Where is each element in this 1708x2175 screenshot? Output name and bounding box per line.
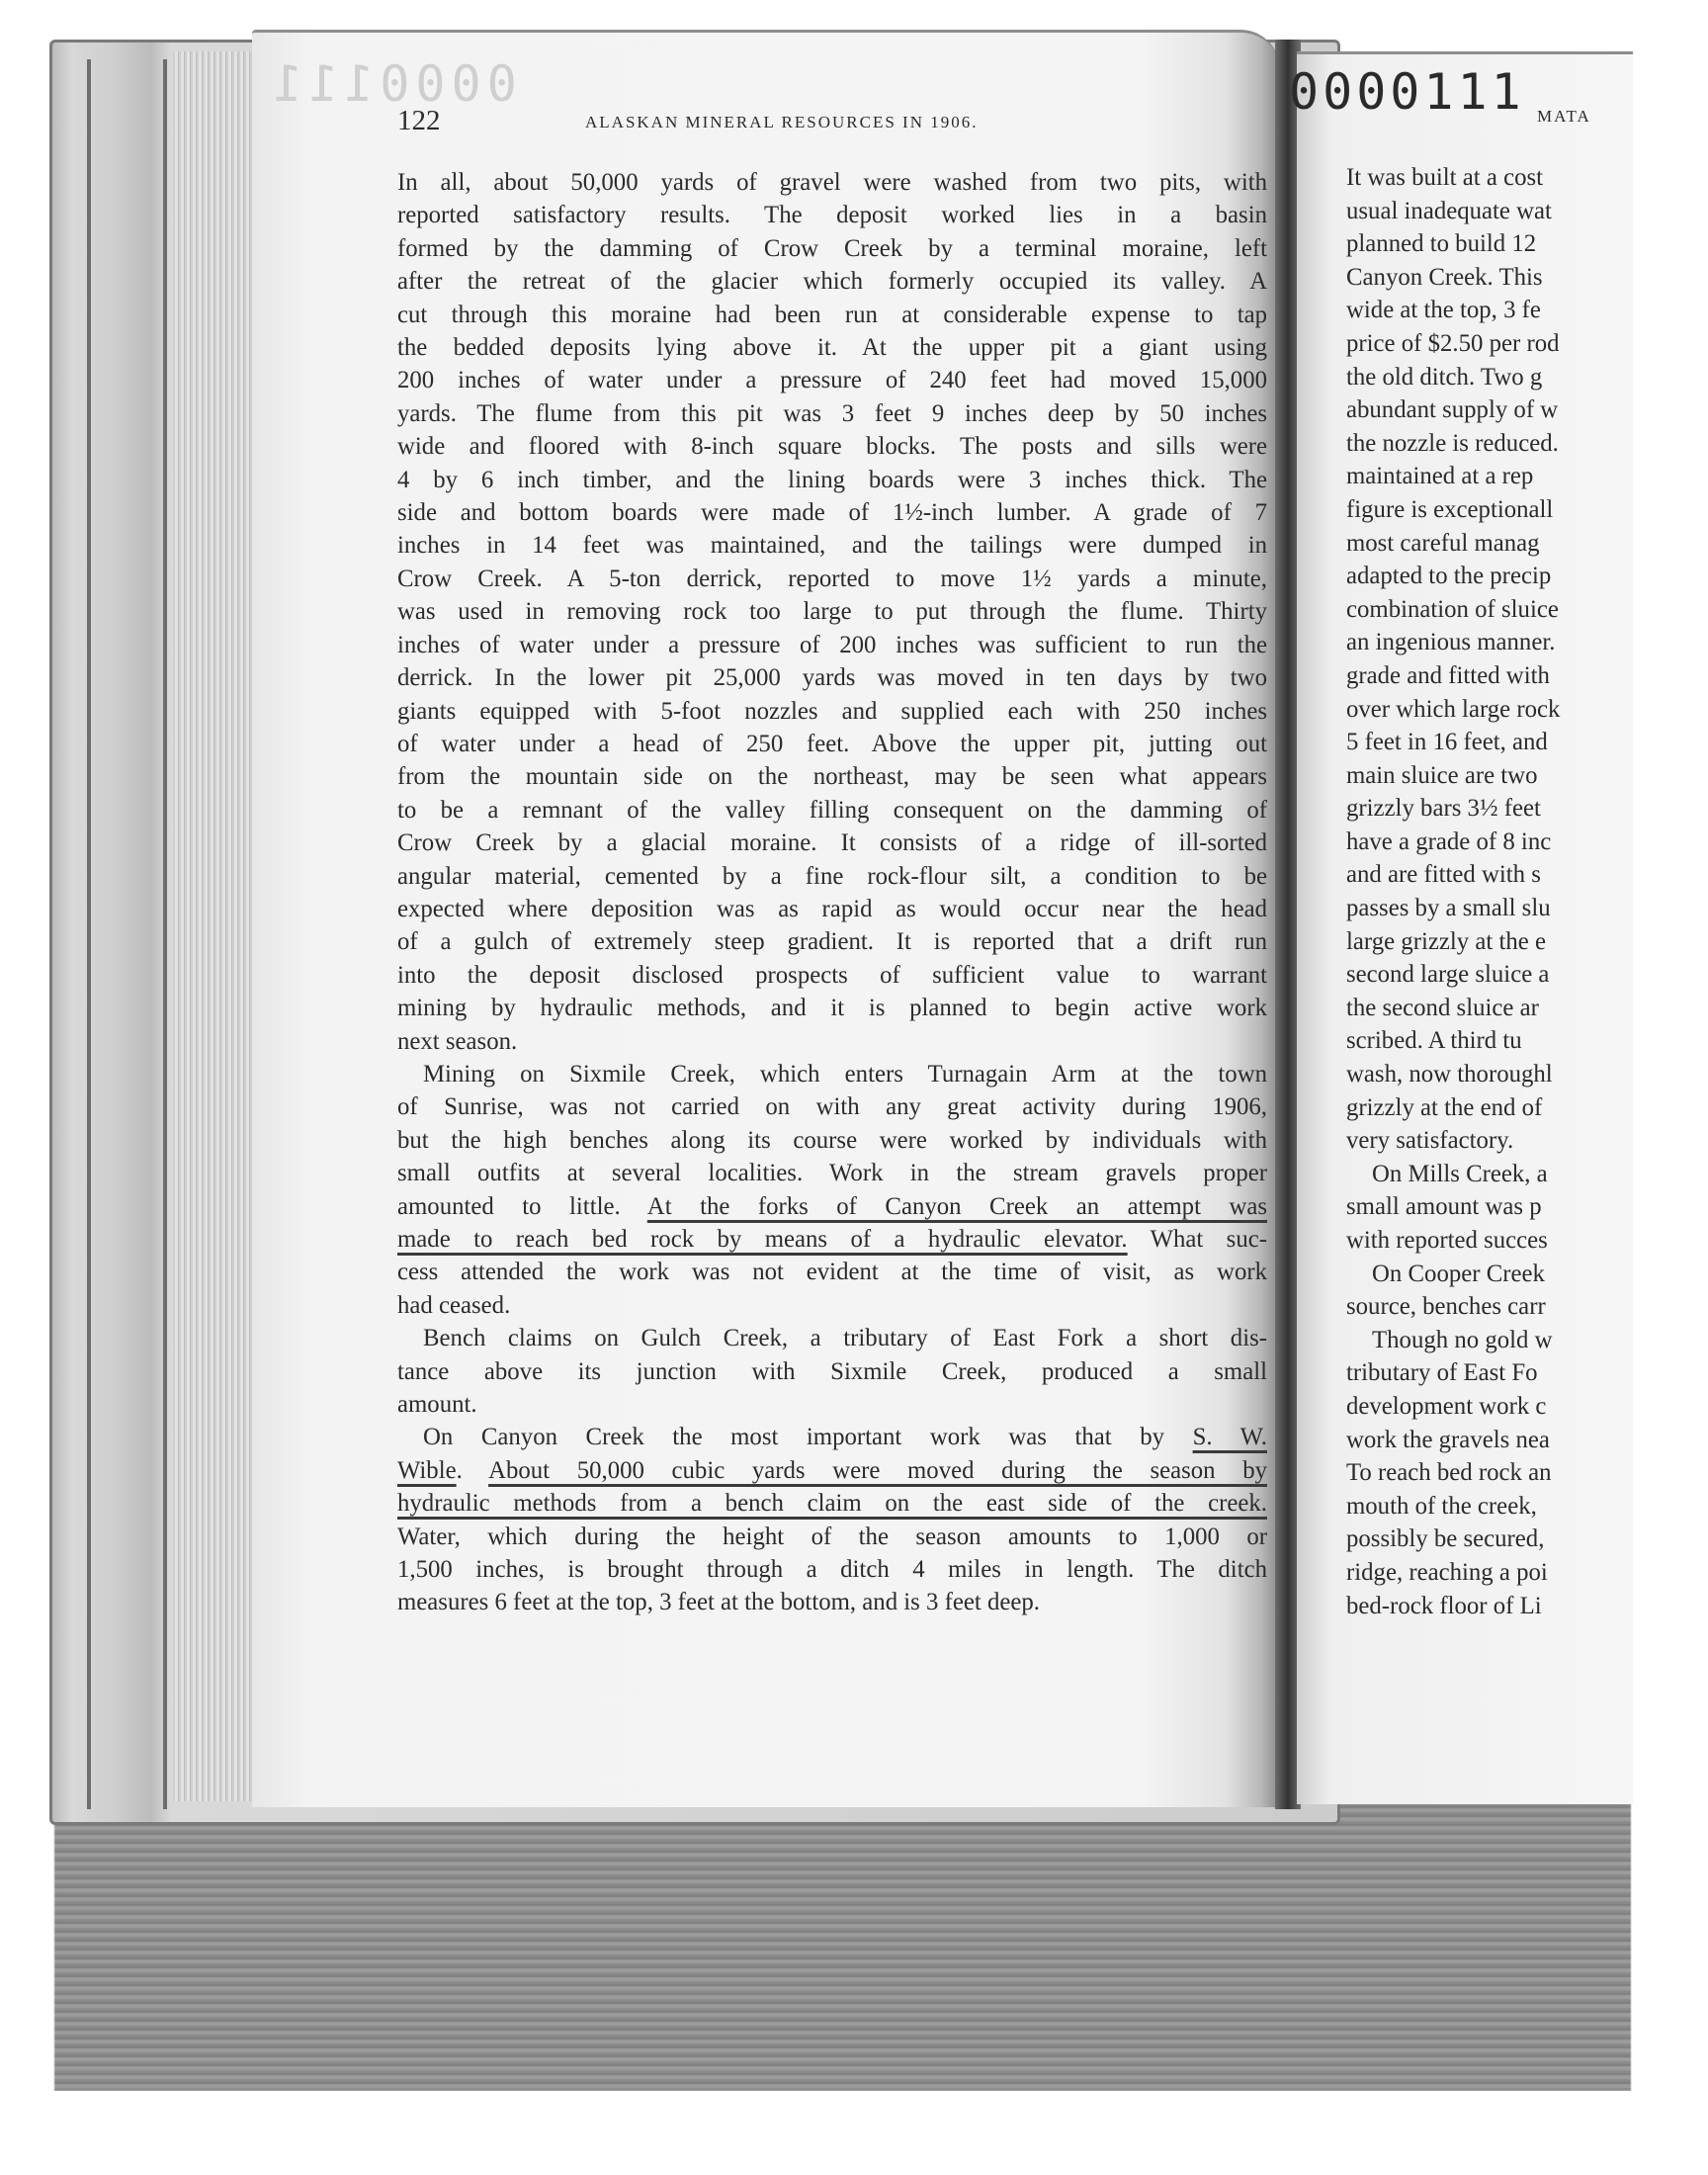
- text-line: inches in 14 feet was maintained, and the tailings were dumped in: [397, 532, 1267, 560]
- paragraph: [397, 1322, 1267, 1421]
- text-line: On Canyon Creek the most important work was that by S. W.: [423, 1424, 1267, 1451]
- text-line: giants equipped with 5-foot nozzles and supplied each with 250 inches: [397, 697, 1267, 725]
- text-line: source, benches carr: [1346, 1293, 1546, 1321]
- text-line: and are fitted with s: [1346, 861, 1541, 889]
- scan-margin-bottom: [0, 2091, 1708, 2175]
- text-line: have a grade of 8 inc: [1346, 827, 1552, 855]
- text-line: 4 by 6 inch timber, and the lining boards were 3 inches thick. The: [397, 466, 1267, 493]
- text-line: mining by hydraulic methods, and it is planned to begin active work: [397, 995, 1267, 1022]
- text-line: usual inadequate wat: [1346, 197, 1552, 224]
- binding-line: [87, 59, 91, 1809]
- text-line: cess attended the work was not evident at the time of visit, as work: [397, 1259, 1267, 1286]
- text-line: grade and fitted with: [1346, 661, 1550, 689]
- text-line: price of $2.50 per rod: [1346, 329, 1560, 357]
- text-line: Canyon Creek. This: [1346, 263, 1543, 291]
- text-line: angular material, cemented by a fine rock-flour silt, a condition to be: [397, 862, 1267, 890]
- table-surface: [54, 1780, 1631, 2091]
- text-line: maintained at a rep: [1346, 463, 1534, 490]
- text-line: second large sluice a: [1346, 961, 1550, 989]
- text-line: but the high benches along its course were worked by individuals with: [397, 1126, 1267, 1154]
- text-line: Crow Creek. A 5-ton derrick, reported to move 1½ yards a minute,: [397, 565, 1267, 592]
- text-line: side and bottom boards were made of 1½-inch lumber. A grade of 7: [397, 499, 1267, 527]
- text-line: grizzly at the end of: [1346, 1093, 1543, 1121]
- text-line: Wible. About 50,000 cubic yards were moved during the season by: [397, 1456, 1267, 1484]
- text-line: the bedded deposits lying above it. At the upper pit a giant using: [397, 334, 1267, 362]
- text-line: abundant supply of w: [1346, 396, 1559, 424]
- page-edges: [173, 51, 257, 1801]
- text-line: into the deposit disclosed prospects of sufficient value to warrant: [397, 961, 1267, 989]
- left-page-body: [397, 166, 1267, 1619]
- text-line: On Mills Creek, a: [1372, 1160, 1548, 1187]
- text-line: adapted to the precip: [1346, 563, 1552, 590]
- text-line: of Sunrise, was not carried on with any great activity during 1906,: [397, 1093, 1267, 1121]
- text-line: tance above its junction with Sixmile Creek, produced a small: [397, 1357, 1267, 1385]
- text-line: 200 inches of water under a pressure of 240 feet had moved 15,000: [397, 367, 1267, 394]
- text-line: reported satisfactory results. The deposit worked lies in a basin: [397, 202, 1267, 229]
- text-line: formed by the damming of Crow Creek by a terminal moraine, left: [397, 234, 1267, 262]
- text-line: after the retreat of the glacier which formerly occupied its valley. A: [397, 268, 1267, 296]
- text-line: It was built at a cost: [1346, 164, 1544, 191]
- text-line: 1,500 inches, is brought through a ditch 4 miles in length. The ditch: [397, 1556, 1267, 1584]
- text-line: amounted to little. At the forks of Canyon Creek an attempt was: [397, 1192, 1268, 1220]
- text-line: hydraulic methods from a bench claim on the east side of the creek.: [397, 1490, 1267, 1518]
- text-line: the old ditch. Two g: [1346, 363, 1543, 391]
- text-line: yards. The flume from this pit was 3 feet 9 inches deep by 50 inches: [397, 399, 1267, 427]
- text-line: wash, now thoroughl: [1346, 1061, 1553, 1088]
- left-page-header: [397, 105, 1267, 144]
- text-line: measures 6 feet at the top, 3 feet at the bottom, and is 3 feet deep.: [397, 1589, 1040, 1616]
- text-line: derrick. In the lower pit 25,000 yards was moved in ten days by two: [397, 664, 1267, 692]
- text-line: the nozzle is reduced.: [1346, 429, 1559, 457]
- stamp-number: 0000111: [1289, 63, 1525, 121]
- running-head: ALASKAN MINERAL RESOURCES IN 1906.: [585, 113, 979, 131]
- text-line: expected where deposition was as rapid as would occur near the head: [397, 895, 1267, 922]
- paragraph: [397, 1058, 1267, 1322]
- right-running-head: MATA: [1537, 107, 1591, 126]
- text-line: main sluice are two: [1346, 761, 1538, 789]
- text-line: with reported succes: [1346, 1227, 1548, 1254]
- text-line: next season.: [397, 1027, 518, 1055]
- text-line: work the gravels nea: [1346, 1426, 1550, 1453]
- text-line: wide at the top, 3 fe: [1346, 297, 1541, 324]
- text-line: Bench claims on Gulch Creek, a tributary of East Fork a short dis-: [423, 1325, 1267, 1352]
- text-line: planned to build 12: [1346, 230, 1537, 258]
- text-line: was used in removing rock too large to put through the flume. Thirty: [397, 598, 1267, 626]
- text-line: from the mountain side on the northeast, may be seen what appears: [397, 763, 1267, 791]
- text-line: an ingenious manner.: [1346, 629, 1556, 656]
- text-line: In all, about 50,000 yards of gravel were washed from two pits, with: [397, 169, 1267, 196]
- text-line: very satisfactory.: [1346, 1127, 1514, 1155]
- scan-margin: [1633, 0, 1708, 2175]
- right-page-header: [1285, 63, 1633, 126]
- page-number: 122: [397, 105, 441, 136]
- text-line: tributary of East Fo: [1346, 1359, 1538, 1387]
- text-line: Though no gold w: [1372, 1326, 1553, 1353]
- text-line: 5 feet in 16 feet, and: [1346, 729, 1548, 756]
- text-line: small amount was p: [1346, 1193, 1542, 1221]
- text-line: development work c: [1346, 1392, 1547, 1420]
- text-line: Water, which during the height of the season amounts to 1,000 or: [397, 1522, 1267, 1550]
- text-line: passes by a small slu: [1346, 895, 1551, 922]
- text-line: small outfits at several localities. Work in the stream gravels proper: [397, 1160, 1267, 1187]
- text-line: most careful manag: [1346, 529, 1540, 557]
- text-line: On Cooper Creek: [1372, 1260, 1545, 1287]
- binding-line: [163, 59, 167, 1809]
- text-line: Crow Creek by a glacial moraine. It consists of a ridge of ill-sorted: [397, 829, 1267, 857]
- text-line: of a gulch of extremely steep gradient. It is reported that a drift run: [397, 928, 1267, 956]
- text-line: Mining on Sixmile Creek, which enters Turnagain Arm at the town: [423, 1060, 1267, 1088]
- text-line: possibly be secured,: [1346, 1525, 1545, 1553]
- text-line: bed-rock floor of Li: [1346, 1592, 1542, 1619]
- text-line: ridge, reaching a poi: [1346, 1558, 1548, 1586]
- text-line: To reach bed rock an: [1346, 1459, 1552, 1487]
- text-line: grizzly bars 3½ feet: [1346, 795, 1541, 823]
- text-line: large grizzly at the e: [1346, 927, 1546, 955]
- text-line: to be a remnant of the valley filling consequent on the damming of: [397, 796, 1267, 824]
- text-line: inches of water under a pressure of 200 inches was sufficient to run the: [397, 631, 1267, 658]
- paragraph: [397, 1421, 1267, 1618]
- paragraph: [397, 166, 1267, 1058]
- text-line: made to reach bed rock by means of a hydraulic elevator. What suc-: [397, 1226, 1267, 1253]
- text-line: of water under a head of 250 feet. Above the upper pit, jutting out: [397, 730, 1267, 757]
- text-line: mouth of the creek,: [1346, 1492, 1537, 1520]
- text-line: amount.: [397, 1391, 477, 1419]
- text-line: wide and floored with 8-inch square blocks. The posts and sills were: [397, 433, 1267, 461]
- text-line: had ceased.: [397, 1291, 511, 1319]
- text-line: scribed. A third tu: [1346, 1027, 1522, 1055]
- text-line: figure is exceptionall: [1346, 495, 1554, 523]
- text-line: cut through this moraine had been run at considerable expense to tap: [397, 301, 1267, 328]
- text-line: combination of sluice: [1346, 595, 1559, 623]
- text-line: over which large rock: [1346, 695, 1561, 723]
- text-line: the second sluice ar: [1346, 994, 1539, 1021]
- bleed-through-number: 0000111: [267, 55, 517, 113]
